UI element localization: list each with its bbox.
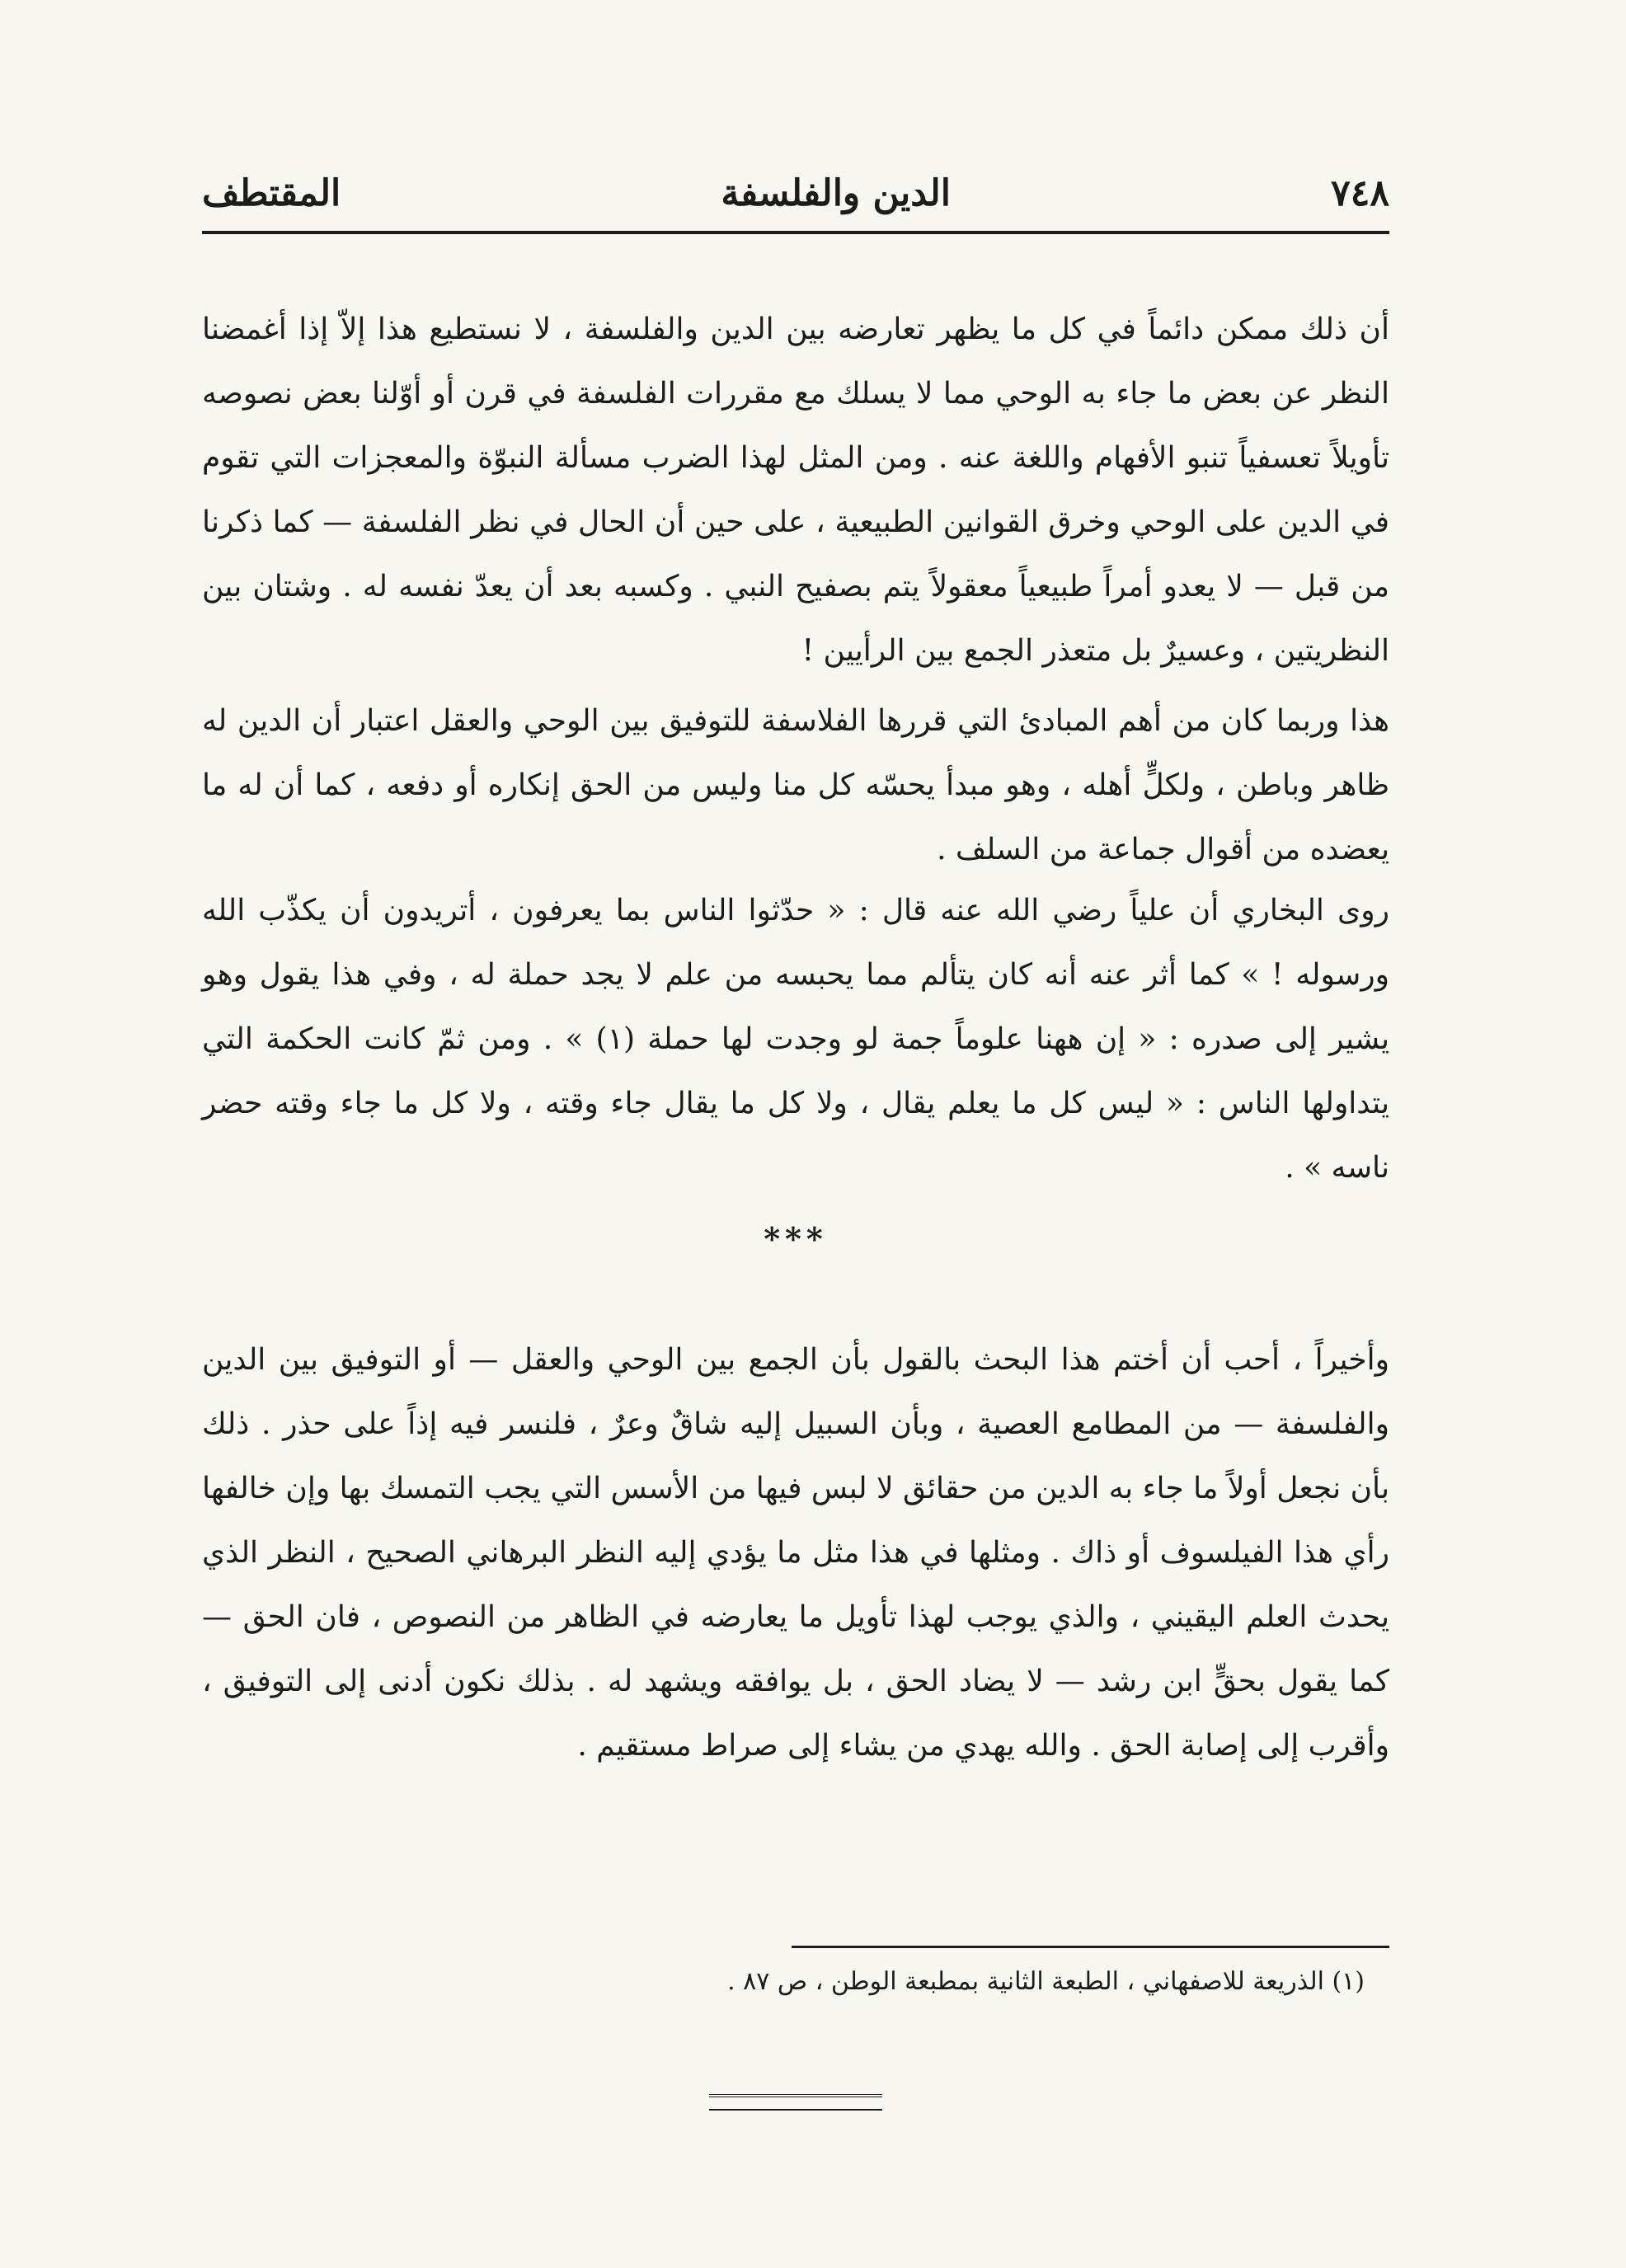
page-header (202, 157, 1389, 231)
closing-ornament-rule (709, 2094, 882, 2111)
paragraph-4: وأخيراً ، أحب أن أختم هذا البحث بالقول بأن الجمع بين الوحي والعقل — أو التوفيق بين الدين والفلسفة — من المطامع العصية ، وبأن السبيل إليه شاقٌ وعرٌ ، فلنسر فيه إذاً على حذر . ذلك بأن نجعل أولاً ما جاء به الدين من حقائق لا لبس فيها من الأسس التي يجب التمسك بها وإن خالفها رأي هذا الفيلسوف أو ذاك . ومثلها في هذا مثل ما يؤدي إليه النظر البرهاني الصحيح ، النظر الذي يحدث العلم اليقيني ، والذي يوجب لهذا تأويل ما يعارضه في الظاهر من النصوص ، فان الحق — كما يقول بحقٍّ ابن رشد — لا يضاد الحق ، بل يوافقه ويشهد له . بذلك نكون أدنى إلى التوفيق ، وأقرب إلى إصابة الحق . والله يهدي من يشاء إلى صراط مستقيم . (202, 1343, 1389, 1763)
paragraph-3: روى البخاري أن علياً رضي الله عنه قال : « حدّثوا الناس بما يعرفون ، أتريدون أن يكذّب الله ورسوله ! » كما أثر عنه أنه كان يتألم مما يحبسه من علم لا يجد حملة له ، وفي هذا يقول وهو يشير إلى صدره : « إن ههنا علوماً جمة لو وجدت لها حملة (١) » . ومن ثمّ كانت الحكمة التي يتداولها الناس : « ليس كل ما يعلم يقال ، ولا كل ما يقال جاء وقته ، ولا كل ما جاء وقته حضر ناسه » . (202, 894, 1390, 1185)
article-title: الدين والفلسفة (721, 172, 951, 214)
footnote-divider (792, 1946, 1389, 1948)
paragraph-1: أن ذلك ممكن دائماً في كل ما يظهر تعارضه بين الدين والفلسفة ، لا نستطيع هذا إلاّ إذا أغمضنا النظر عن بعض ما جاء به الوحي مما لا يسلك مع مقررات الفلسفة في قرن أو أوّلنا بعض نصوصه تأويلاً تعسفياً تنبو الأفهام واللغة عنه . ومن المثل لهذا الضرب مسألة النبوّة والمعجزات التي تقوم في الدين على الوحي وخرق القوانين الطبيعية ، على حين أن الحال في نظر الفلسفة — كما ذكرنا من قبل — لا يعدو أمراً طبيعياً معقولاً يتم بصفيح النبي . وكسبه بعد أن يعدّ نفسه له . وشتان بين النظريتين ، وعسيرٌ بل متعذر الجمع بين الرأيين ! (202, 312, 1389, 668)
footnote: (١) الذريعة للاصفهاني ، الطبعة الثانية بمطبعة الوطن ، ص ٨٧ . (727, 1967, 1365, 1996)
journal-name: المقتطف (202, 172, 341, 214)
page-number: ٧٤٨ (1331, 172, 1389, 214)
section-separator: *** (764, 1220, 828, 1257)
document-page (202, 132, 1389, 2242)
paragraph-2: هذا وربما كان من أهم المبادئ التي قررها الفلاسفة للتوفيق بين الوحي والعقل اعتبار أن الدين له ظاهر وباطن ، ولكلٍّ أهله ، وهو مبدأ يحسّه كل منا وليس من الحق إنكاره أو دفعه ، كما أن له ما يعضده من أقوال جماعة من السلف . (202, 704, 1389, 866)
header-divider (202, 231, 1389, 234)
